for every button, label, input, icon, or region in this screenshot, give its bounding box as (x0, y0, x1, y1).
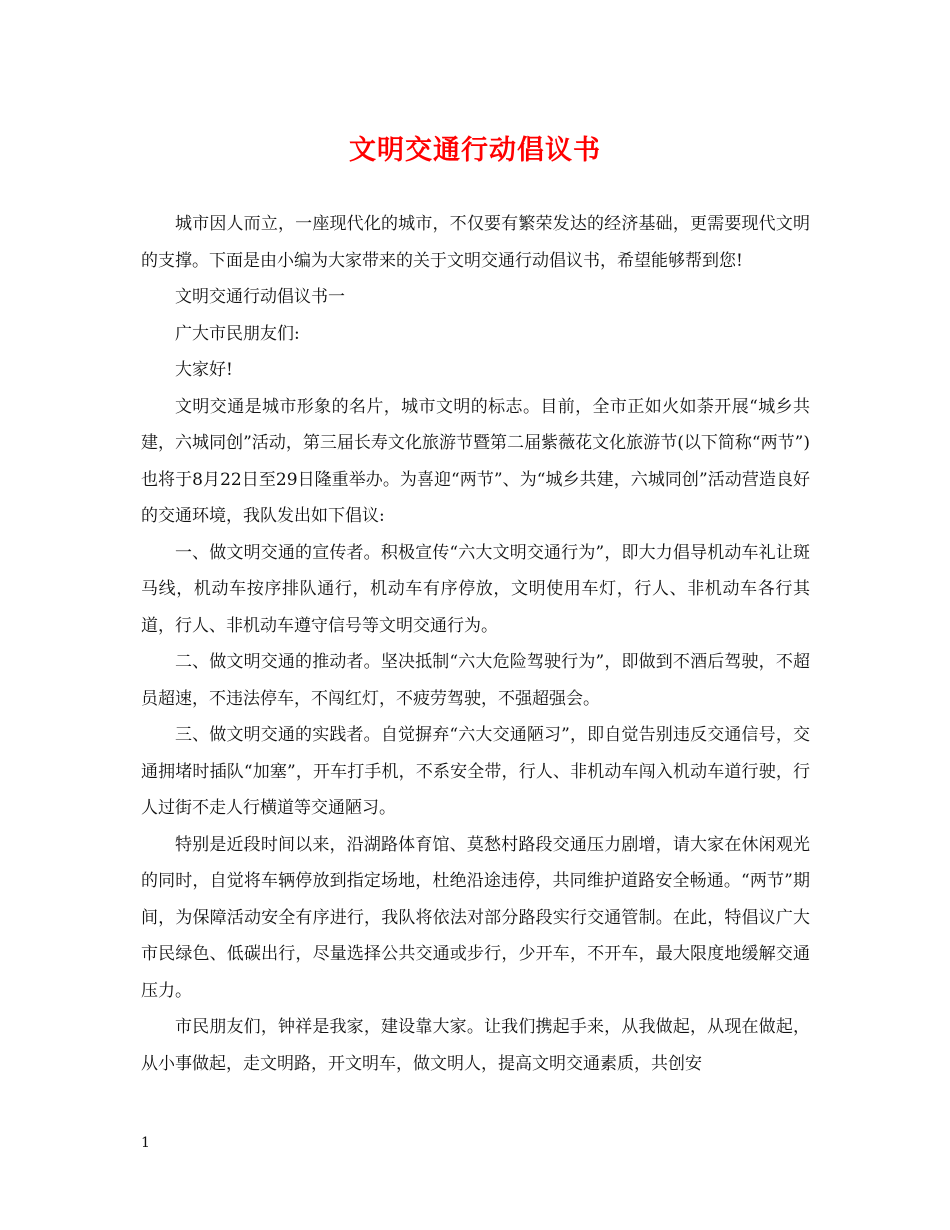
paragraph-salutation: 广大市民朋友们: (175, 323, 300, 344)
page-number: 1 (141, 1135, 150, 1151)
paragraph-point-one: 一、做文明交通的宣传者。积极宣传“六大文明交通行为”，即大力倡导机动车礼让斑马线，机动车按序排队通行，机动车有序停放，文明使用车灯，行人、非机动车各行其道，行人、非机动车遵守信号等文明交通行为。 (141, 542, 810, 636)
paragraph-background: 文明交通是城市形象的名片，城市文明的标志。目前，全市正如火如荼开展“城乡共建，六城同创”活动，第三届长寿文化旅游节暨第二届紫薇花文化旅游节(以下简称“两节”)也将于8月22日至29日隆重举办。为喜迎“两节”、为“城乡共建，六城同创”活动营造良好的交通环境，我队发出如下倡议: (141, 396, 810, 526)
paragraph-intro: 城市因人而立，一座现代化的城市，不仅要有繁荣发达的经济基础，更需要现代文明的支撑。下面是由小编为大家带来的关于文明交通行动倡议书，希望能够帮到您! (141, 214, 810, 271)
paragraph-point-three: 三、做文明交通的实践者。自觉摒弃“六大交通陋习”，即自觉告别违反交通信号，交通拥堵时插队“加塞”，开车打手机，不系安全带，行人、非机动车闯入机动车道行驶，行人过街不走人行横道等交通陋习。 (141, 725, 810, 818)
document-title: 文明交通行动倡议书 (349, 135, 601, 166)
paragraph-greeting: 大家好! (175, 360, 233, 380)
document-body (141, 206, 810, 1082)
paragraph-point-two: 二、做文明交通的推动者。坚决抵制“六大危险驾驶行为”，即做到不酒后驾驶，不超员超速，不违法停车，不闯红灯，不疲劳驾驶，不强超强会。 (141, 652, 810, 709)
paragraph-subtitle: 文明交通行动倡议书一 (175, 287, 345, 307)
paragraph-closing: 市民朋友们，钟祥是我家，建设靠大家。让我们携起手来，从我做起，从现在做起，从小事做起，走文明路，开文明车，做文明人，提高文明交通素质，共创安 (141, 1017, 810, 1074)
paragraph-special-note: 特别是近段时间以来，沿湖路体育馆、莫愁村路段交通压力剧增，请大家在休闲观光的同时，自觉将车辆停放到指定场地，杜绝沿途违停，共同维护道路安全畅通。“两节”期间，为保障活动安全有序进行，我队将依法对部分路段实行交通管制。在此，特倡议广大市民绿色、低碳出行，尽量选择公共交通或步行，少开车，不开车，最大限度地缓解交通压力。 (141, 834, 810, 1001)
